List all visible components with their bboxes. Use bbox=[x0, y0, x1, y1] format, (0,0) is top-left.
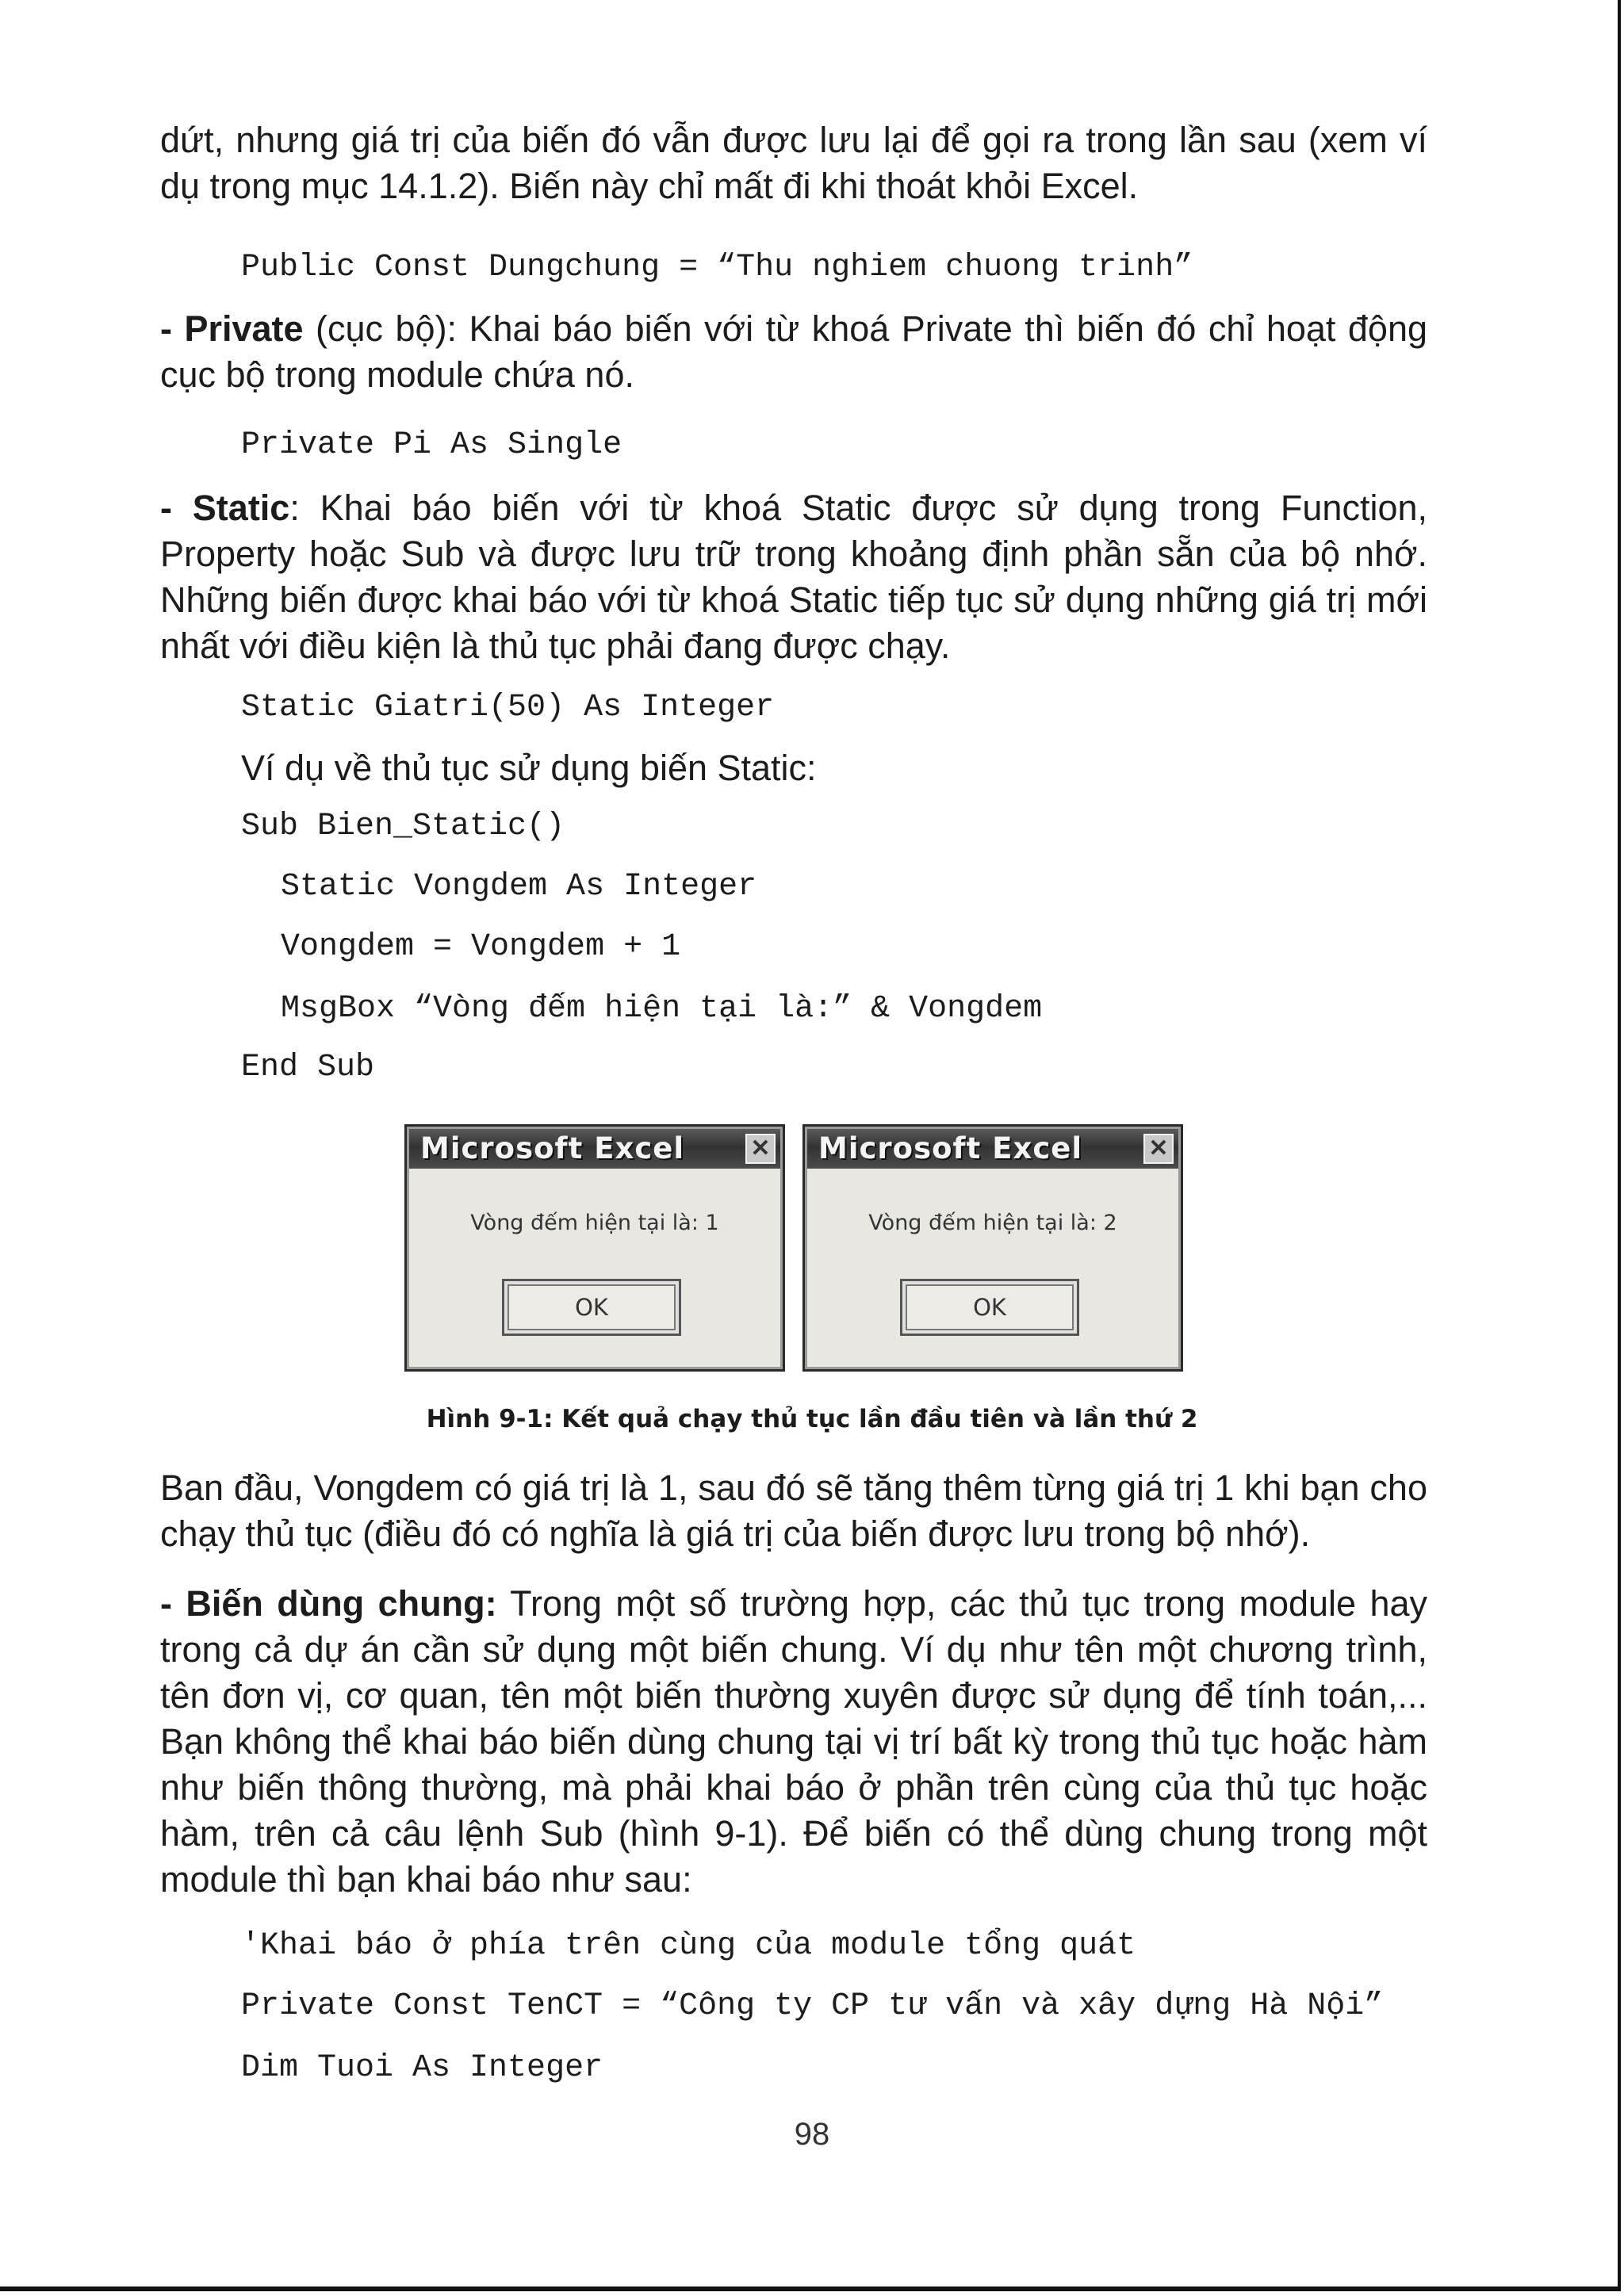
code-dim-decl: Dim Tuoi As Integer bbox=[241, 2050, 603, 2086]
code-sub-line-2: Vongdem = Vongdem + 1 bbox=[281, 929, 681, 965]
ok-button[interactable]: OK bbox=[502, 1279, 681, 1336]
figure-caption: Hình 9-1: Kết quả chạy thủ tục lần đầu tiên và lần thứ 2 bbox=[426, 1405, 1198, 1433]
private-text: (cục bộ): Khai báo biến với từ khoá Private thì biến đó chỉ hoạt động cục bộ trong module chứa nó. bbox=[160, 308, 1427, 395]
page-number: 98 bbox=[794, 2117, 830, 2152]
code-static-decl: Static Giatri(50) As Integer bbox=[241, 690, 775, 725]
ok-button[interactable]: OK bbox=[900, 1279, 1079, 1336]
shared-term: - Biến dùng chung: bbox=[160, 1583, 497, 1624]
intro-paragraph: dứt, nhưng giá trị của biến đó vẫn được lưu lại để gọi ra trong lần sau (xem ví dụ trong mục 14.1.2). Biến này chỉ mất đi khi thoát khỏi Excel. bbox=[160, 120, 1427, 206]
code-private-decl: Private Pi As Single bbox=[241, 427, 622, 463]
code-comment: 'Khai báo ở phía trên cùng của module tổng quát bbox=[241, 1928, 1136, 1964]
static-example-intro: Ví dụ về thủ tục sử dụng biến Static: bbox=[241, 748, 817, 788]
shared-text: Trong một số trường hợp, các thủ tục trong module hay trong cả dự án cần sử dụng một biến chung. Ví dụ như tên một chương trình, tên đơn vị, cơ quan, tên một biến thường xuyên được sử dụng để tính toán,... Bạn không thể khai báo biến dùng chung tại vị trí bất kỳ trong thủ tục hoặc hàm như biến thông thường, mà phải khai báo ở phần trên cùng của thủ tục hoặc hàm, trên cả câu lệnh Sub (hình 9-1). Để biến có thể dùng chung trong một module thì bạn khai báo như sau: bbox=[160, 1583, 1427, 1900]
code-sub-line-3: MsgBox “Vòng đếm hiện tại là:” & Vongdem bbox=[281, 991, 1043, 1027]
dialog-title: Microsoft Excel bbox=[420, 1131, 685, 1165]
msgbox-dialog-1 bbox=[404, 1124, 785, 1372]
dialog-titlebar[interactable] bbox=[807, 1129, 1178, 1169]
private-term: - Private bbox=[160, 308, 304, 349]
code-sub-open: Sub Bien_Static() bbox=[241, 809, 565, 844]
code-private-const: Private Const TenCT = “Công ty CP tư vấn và xây dựng Hà Nội” bbox=[241, 1988, 1384, 2024]
dialog-title: Microsoft Excel bbox=[818, 1131, 1083, 1165]
code-sub-line-1: Static Vongdem As Integer bbox=[281, 869, 757, 905]
static-term: - Static bbox=[160, 488, 290, 528]
close-icon[interactable]: ✕ bbox=[1143, 1134, 1174, 1164]
shared-variable-paragraph bbox=[160, 1581, 1427, 1903]
static-paragraph bbox=[160, 485, 1427, 669]
code-public-const: Public Const Dungchung = “Thu nghiem chuong trinh” bbox=[241, 250, 1193, 285]
dialog-message: Vòng đếm hiện tại là: 1 bbox=[470, 1211, 719, 1235]
after-figure-paragraph: Ban đầu, Vongdem có giá trị là 1, sau đó sẽ tăng thêm từng giá trị 1 khi bạn cho chạy thủ tục (điều đó có nghĩa là giá trị của biến được lưu trong bộ nhớ). bbox=[160, 1468, 1427, 1554]
dialog-message: Vòng đếm hiện tại là: 2 bbox=[868, 1211, 1117, 1235]
msgbox-dialog-2 bbox=[802, 1124, 1183, 1372]
static-text: : Khai báo biến với từ khoá Static được sử dụng trong Function, Property hoặc Sub và được lưu trữ trong khoảng định phần sẵn của bộ nhớ. Những biến được khai báo với từ khoá Static tiếp tục sử dụng những giá trị mới nhất với điều kiện là thủ tục phải đang được chạy. bbox=[160, 488, 1428, 666]
private-paragraph bbox=[160, 306, 1427, 398]
dialog-titlebar[interactable] bbox=[409, 1129, 780, 1169]
close-icon[interactable]: ✕ bbox=[745, 1134, 776, 1164]
code-sub-close: End Sub bbox=[241, 1050, 375, 1085]
